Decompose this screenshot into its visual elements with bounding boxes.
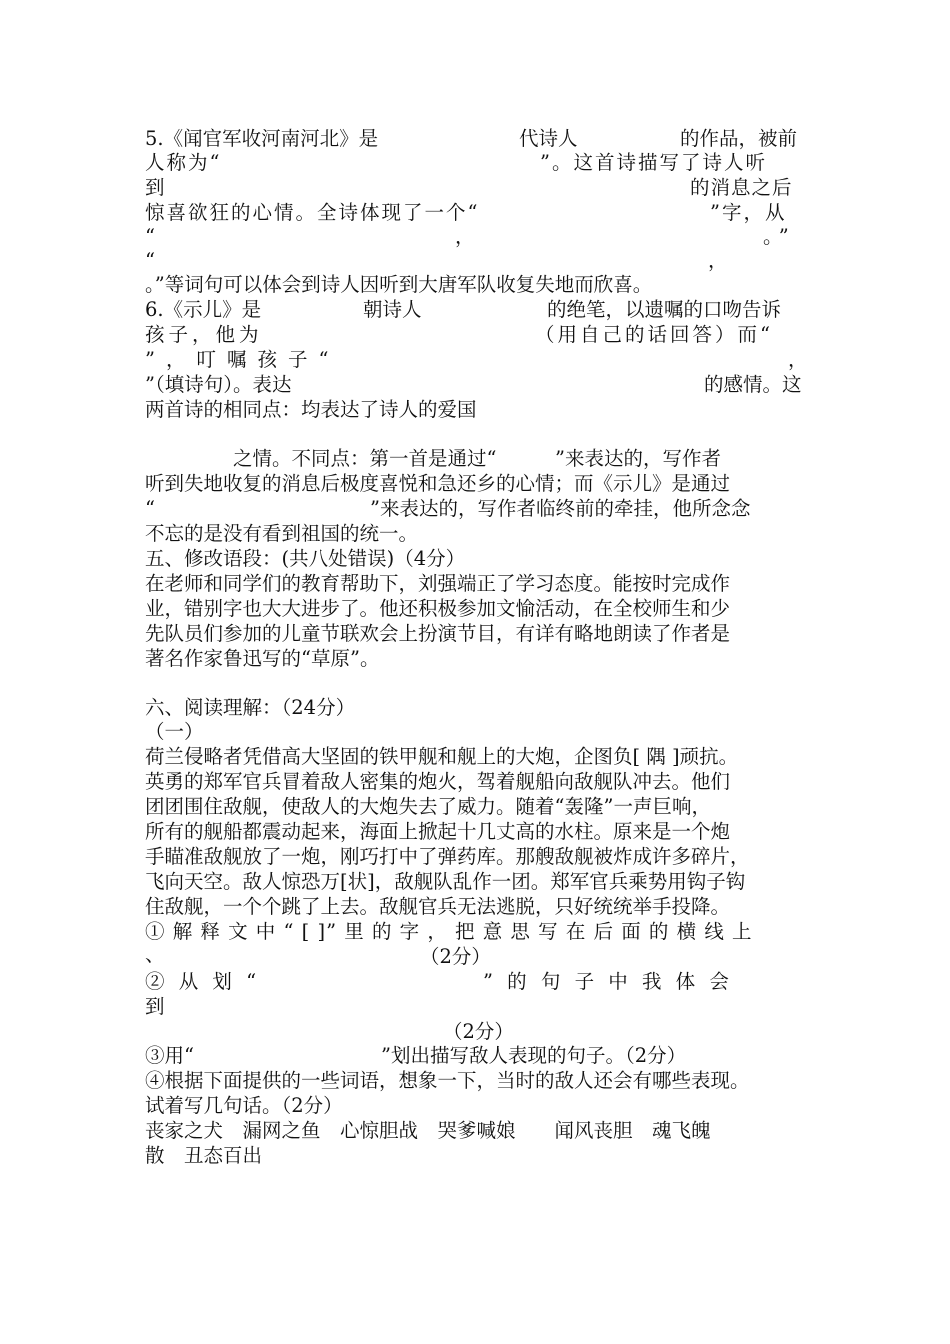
section-six-subtitle: （一） [145,720,204,743]
question3-part2: ”划出描写敌人表现的句子。（2分） [381,1044,687,1067]
q5-line3-part1: 到 [145,176,165,199]
question4-line1: ④根据下面提供的一些词语，想象一下，当时的敌人还会有哪些表现。 [145,1069,750,1092]
question2-part1: ② 从 划 “ [145,970,261,993]
question2-part3: 到 [145,995,165,1018]
q6-line3-part1: ”，叮嘱孩子“ [145,348,340,371]
passage-line7: 住敌舰，一个个跳了上去。敌舰官兵无法逃脱，只好统统举手投降。 [145,895,731,918]
word-list-line2: 散 丑态百出 [145,1144,263,1167]
q5-line2-part1: 人称为“ [145,151,222,174]
question1-line1: ① 解 释 文 中 “ [ ]” 里 的 字 ， 把 意 思 写 在 后 面 的 横 线 上 [145,920,753,943]
q6-line1-part3: 的绝笔，以遗嘱的口吻告诉 [547,298,782,321]
q5-line7: 。”等词句可以体会到诗人因听到大唐军队收复失地而欣喜。 [145,273,653,296]
q6-line7: 听到失地收复的消息后极度喜悦和急还乡的心情；而《示儿》是通过 [145,472,731,495]
passage-line2: 英勇的郑军官兵冒着敌人密集的炮火，驾着舰船向敌舰队冲去。他们 [145,770,731,793]
q6-line4-part1: ”（填诗句）。表达 [145,373,292,396]
q5-line5-part1: “ [145,225,155,248]
q6-line2-part1: 孩子，他为 [145,323,263,346]
section-five-line2: 业，错别字也大大进步了。他还积极参加文愉活动，在全校师生和少 [145,597,731,620]
passage-line1: 荷兰侵略者凭借高大坚固的铁甲舰和舰上的大炮，企图负[ 隅 ]顽抗。 [145,745,739,768]
section-five-title: 五、修改语段：(共八处错误)（4分） [145,547,466,570]
question3-part1: ③用“ [145,1044,194,1067]
section-five-line3: 先队员们参加的儿童节联欢会上扮演节目，有详有略地朗读了作者是 [145,622,731,645]
q5-line3-part2: 的消息之后 [690,176,793,199]
passage-line3: 团团围住敌舰，使敌人的大炮失去了威力。随着“轰隆”一声巨响， [145,795,711,818]
q6-line4-part2: 的感情。这 [704,373,802,396]
q6-line1-part1: 6.《示儿》是 [145,298,262,321]
q5-line1-part3: 的作品，被前 [680,127,798,150]
q6-line2-part2: （用自己的话回答）而“ [535,323,773,346]
q6-line8-part2: ”来表达的，写作者临终前的牵挂，他所念念 [370,497,751,520]
section-five-line4: 著名作家鲁迅写的“草原”。 [145,647,380,670]
question2-score: （2分） [443,1020,514,1043]
q6-line8-part1: “ [145,497,155,520]
q6-line6: 之情。不同点：第一首是通过“ ”来表达的，写作者 [233,447,721,470]
passage-line6: 飞向天空。敌人惊恐万[状]，敌舰队乱作一团。郑军官兵乘势用钩子钩 [145,870,746,893]
q6-line3-part2: ， [788,348,808,371]
q5-line6-part1: “ [145,249,155,272]
q5-line2-part2: ”。这首诗描写了诗人听 [540,151,767,174]
question4-line2: 试着写几句话。（2分） [145,1094,343,1117]
q5-line4-part1: 惊喜欲狂的心情。全诗体现了一个“ [145,201,480,224]
q6-line5: 两首诗的相同点：均表达了诗人的爱国 [145,398,477,421]
q5-line6-part2: ， [708,249,728,272]
q5-line1-part1: 5.《闻官军收河南河北》是 [145,127,379,150]
passage-line5: 手瞄准敌舰放了一炮，刚巧打中了弹药库。那艘敌舰被炸成许多碎片， [145,845,750,868]
section-five-line1: 在老师和同学们的教育帮助下，刘强端正了学习态度。能按时完成作 [145,572,731,595]
q5-line1-part2: 代诗人 [519,127,578,150]
q5-line5-part2: ， [455,225,475,248]
question2-part2: ” 的 句 子 中 我 体 会 [483,970,733,993]
q6-line9: 不忘的是没有看到祖国的统一。 [145,522,419,545]
question1-comma: 、 [145,943,165,966]
passage-line4: 所有的舰船都震动起来，海面上掀起十几丈高的水柱。原来是一个炮 [145,820,731,843]
question1-score: （2分） [420,945,491,968]
q6-line1-part2: 朝诗人 [363,298,422,321]
q5-line4-part2: ”字，从 [710,201,787,224]
section-six-title: 六、阅读理解：（24分） [145,696,356,719]
q5-line5-part3: 。” [763,225,795,248]
word-list-line1: 丧家之犬 漏网之鱼 心惊胆战 哭爹喊娘 闻风丧胆 魂飞魄 [145,1119,711,1142]
